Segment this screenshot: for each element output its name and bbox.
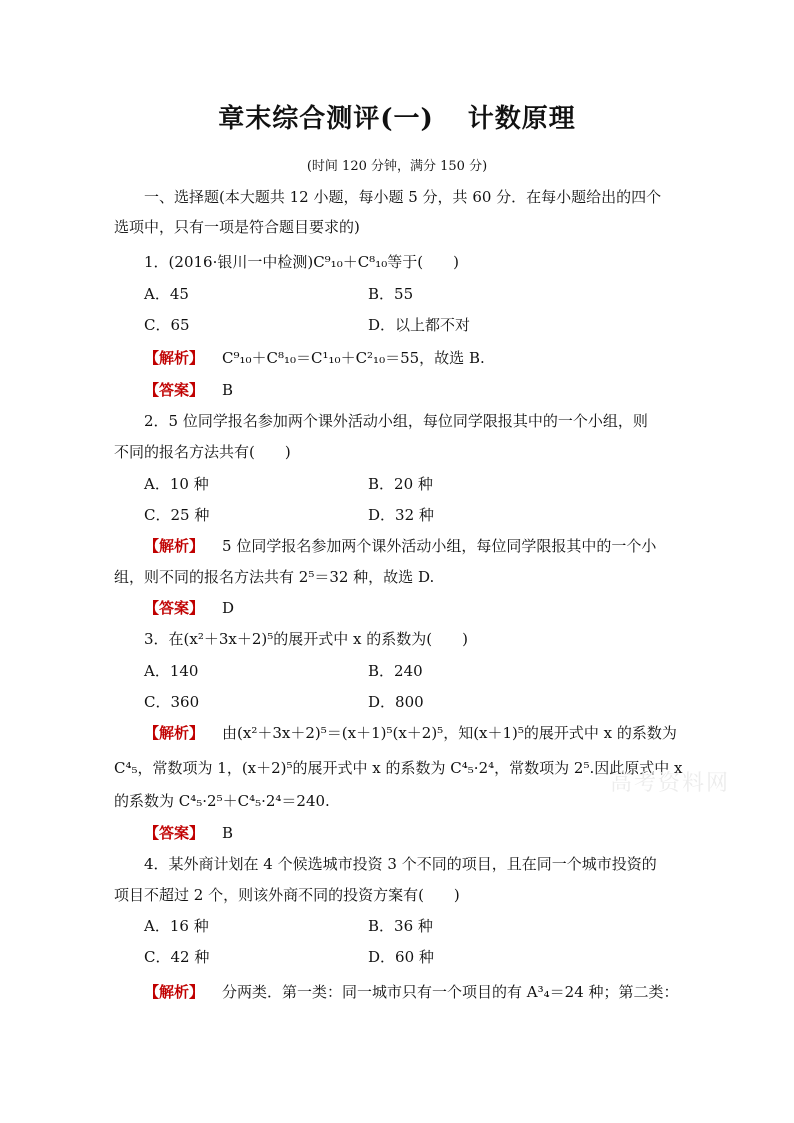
q1-answer-text: B xyxy=(222,381,234,399)
answer-label: 【答案】 xyxy=(144,381,205,399)
question-4-stem-line-1: 4．某外商计划在 4 个候选城市投资 3 个不同的项目，且在同一个城市投资的 xyxy=(144,855,657,873)
q1-option-c: C．65 xyxy=(144,316,190,334)
q4-option-d: D．60 种 xyxy=(368,948,434,966)
analysis-label: 【解析】 xyxy=(144,983,205,1001)
q1-answer xyxy=(144,379,233,400)
q3-answer xyxy=(144,822,233,843)
q3-answer-text: B xyxy=(222,824,234,842)
analysis-label: 【解析】 xyxy=(144,349,205,367)
q1-option-d: D．以上都不对 xyxy=(368,316,471,334)
q3-analysis-line-2: C⁴₅，常数项为 1，(x＋2)⁵的展开式中 x 的系数为 C⁴₅·2⁴，常数项为 2⁵.因此原式中 x xyxy=(114,759,683,777)
q3-option-c: C．360 xyxy=(144,693,200,711)
q2-option-d: D．32 种 xyxy=(368,506,434,524)
page-subtitle: (时间 120 分钟，满分 150 分) xyxy=(306,159,488,174)
analysis-label: 【解析】 xyxy=(144,537,205,555)
q4-analysis-line-1 xyxy=(144,981,679,1002)
q2-analysis-line-2: 组，则不同的报名方法共有 2⁵＝32 种，故选 D. xyxy=(114,568,435,586)
q3-analysis-text-1: 由(x²＋3x＋2)⁵＝(x＋1)⁵(x＋2)⁵，知(x＋1)⁵的展开式中 x 的系数为 xyxy=(222,724,677,742)
q1-analysis xyxy=(144,347,485,368)
watermark: 高考资料网 xyxy=(610,771,731,796)
answer-label: 【答案】 xyxy=(144,824,205,842)
q3-analysis-line-1 xyxy=(144,722,677,743)
answer-label: 【答案】 xyxy=(144,599,205,617)
q2-analysis-line-1 xyxy=(144,535,656,556)
question-2-stem-line-2: 不同的报名方法共有( ) xyxy=(114,443,291,461)
q2-answer-text: D xyxy=(222,599,235,617)
section-heading-line-1: 一、选择题(本大题共 12 小题，每小题 5 分，共 60 分．在每小题给出的四个 xyxy=(144,188,662,206)
question-3-stem: 3．在(x²＋3x＋2)⁵的展开式中 x 的系数为( ) xyxy=(144,630,468,648)
q2-option-c: C．25 种 xyxy=(144,506,210,524)
q2-analysis-text-1: 5 位同学报名参加两个课外活动小组，每位同学限报其中的一个小 xyxy=(222,537,657,555)
title-right: 计数原理 xyxy=(467,104,576,134)
q2-option-b: B．20 种 xyxy=(368,475,433,493)
question-4-stem-line-2: 项目不超过 2 个，则该外商不同的投资方案有( ) xyxy=(114,886,460,904)
q4-option-a: A．16 种 xyxy=(144,917,209,935)
q2-option-a: A．10 种 xyxy=(144,475,209,493)
q3-option-b: B．240 xyxy=(368,662,423,680)
q2-answer xyxy=(144,597,234,618)
section-heading-line-2: 选项中，只有一项是符合题目要求的) xyxy=(114,218,360,236)
q1-option-b: B．55 xyxy=(368,285,414,303)
q1-analysis-text: C⁹₁₀＋C⁸₁₀＝C¹₁₀＋C²₁₀＝55，故选 B. xyxy=(222,349,485,367)
question-1-stem: 1．(2016·银川一中检测)C⁹₁₀＋C⁸₁₀等于( ) xyxy=(144,253,459,271)
q4-option-b: B．36 种 xyxy=(368,917,433,935)
q3-option-a: A．140 xyxy=(144,662,199,680)
q3-analysis-line-3: 的系数为 C⁴₅·2⁵＋C⁴₅·2⁴＝240. xyxy=(114,792,330,810)
title-left: 章末综合测评(一) xyxy=(218,104,434,134)
q1-option-a: A．45 xyxy=(144,285,189,303)
q4-analysis-text-1: 分两类．第一类：同一城市只有一个项目的有 A³₄＝24 种；第二类： xyxy=(222,983,679,1001)
page-title xyxy=(0,98,794,135)
question-2-stem-line-1: 2．5 位同学报名参加两个课外活动小组，每位同学限报其中的一个小组，则 xyxy=(144,412,648,430)
analysis-label: 【解析】 xyxy=(144,724,205,742)
q3-option-d: D．800 xyxy=(368,693,424,711)
q4-option-c: C．42 种 xyxy=(144,948,210,966)
